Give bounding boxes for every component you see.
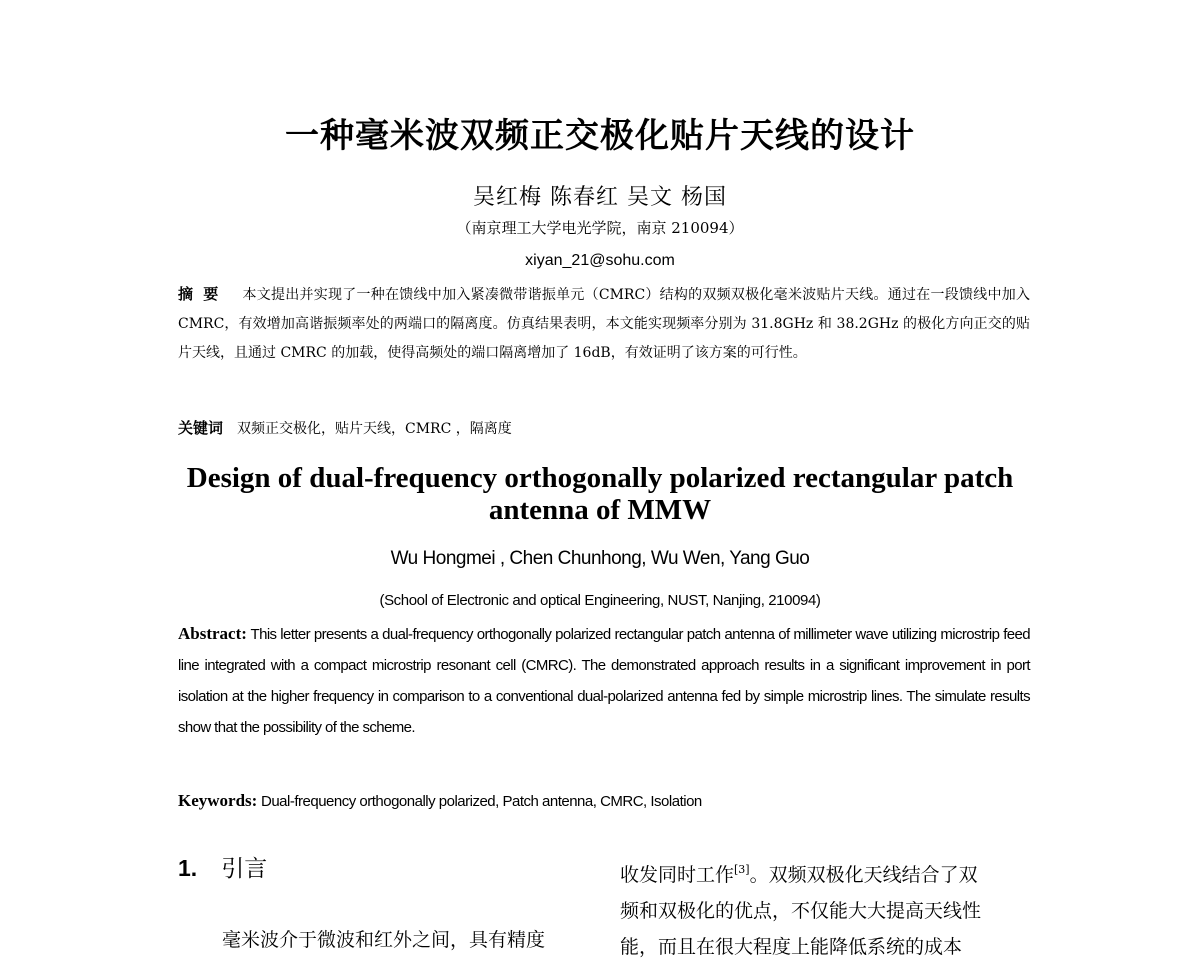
- right-col-line-3: 能，而且在很大程度上能降低系统的成本: [620, 936, 963, 958]
- authors-en: Wu Hongmei , Chen Chunhong, Wu Wen, Yang Guo: [390, 548, 810, 569]
- right-col-line-2: 频和双极化的优点，不仅能大大提高天线性: [620, 900, 982, 922]
- keywords-cn: [178, 414, 1030, 444]
- paper-title-cn: 一种毫米波双频正交极化贴片天线的设计: [285, 116, 915, 156]
- keywords-cn-text: 双频正交极化，贴片天线，CMRC ，隔离度: [237, 421, 512, 437]
- keywords-cn-label: 关键词: [178, 419, 224, 437]
- section-1-title: 引言: [221, 856, 268, 882]
- author-email: xiyan_21@sohu.com: [525, 252, 675, 269]
- abstract-cn: [178, 280, 1030, 368]
- right-col-line-1: [620, 852, 1030, 893]
- keywords-en-text: Dual-frequency orthogonally polarized, Patch antenna, CMRC, Isolation: [261, 793, 702, 810]
- right-col-line-1a: 收发同时工作: [620, 864, 735, 886]
- right-column-text: [620, 852, 1030, 965]
- affiliation-en: (School of Electronic and optical Engineering, NUST, Nanjing, 210094): [379, 592, 821, 609]
- abstract-en: [178, 618, 1030, 743]
- paper-title-en-line1: Design of dual-frequency orthogonally polarized rectangular patch: [186, 462, 1014, 494]
- right-col-line-1b: 。双频双极化天线结合了双: [749, 864, 978, 886]
- paper-title-en-line2: antenna of MMW: [488, 494, 712, 526]
- keywords-en: [178, 785, 1030, 817]
- abstract-en-text: This letter presents a dual-frequency orthogonally polarized rectangular patch antenna of millimeter wave utilizing microstrip feed line integrated with a compact microstrip resonant cell (CMRC). The demonstrated approach results in a significant improvement in port isolation at the higher frequency in comparison to a conventional dual-polarized antenna fed by simple microstrip lines. The simulate results show that the possibility of the scheme.: [178, 626, 1031, 736]
- section-1-heading: [178, 850, 267, 883]
- left-column-text: [222, 922, 602, 958]
- section-1-number: 1.: [178, 855, 198, 881]
- keywords-en-label: Keywords:: [178, 791, 258, 810]
- authors-cn: 吴红梅 陈春红 吴文 杨国: [473, 185, 727, 210]
- abstract-cn-label: 摘要: [178, 285, 229, 303]
- citation-ref-3: [3]: [734, 863, 750, 876]
- abstract-en-label: Abstract:: [178, 624, 247, 643]
- affiliation-cn: （南京理工大学电光学院，南京 210094）: [456, 219, 744, 237]
- paper-title-en: [120, 462, 1080, 526]
- left-col-line-1: 毫米波介于微波和红外之间，具有精度: [222, 929, 546, 951]
- abstract-cn-text: 本文提出并实现了一种在馈线中加入紧凑微带谐振单元（CMRC）结构的双频双极化毫米波贴片天线。通过在一段馈线中加入 CMRC，有效增加高谐振频率处的两端口的隔离度。仿真结果表明，本文能实现频率分别为 31.8GHz 和 38.2GHz 的极化方向正交的贴片天线，且通过 CMRC 的加载，使得高频处的端口隔离增加了 16dB，有效证明了该方案的可行性。: [178, 287, 1030, 361]
